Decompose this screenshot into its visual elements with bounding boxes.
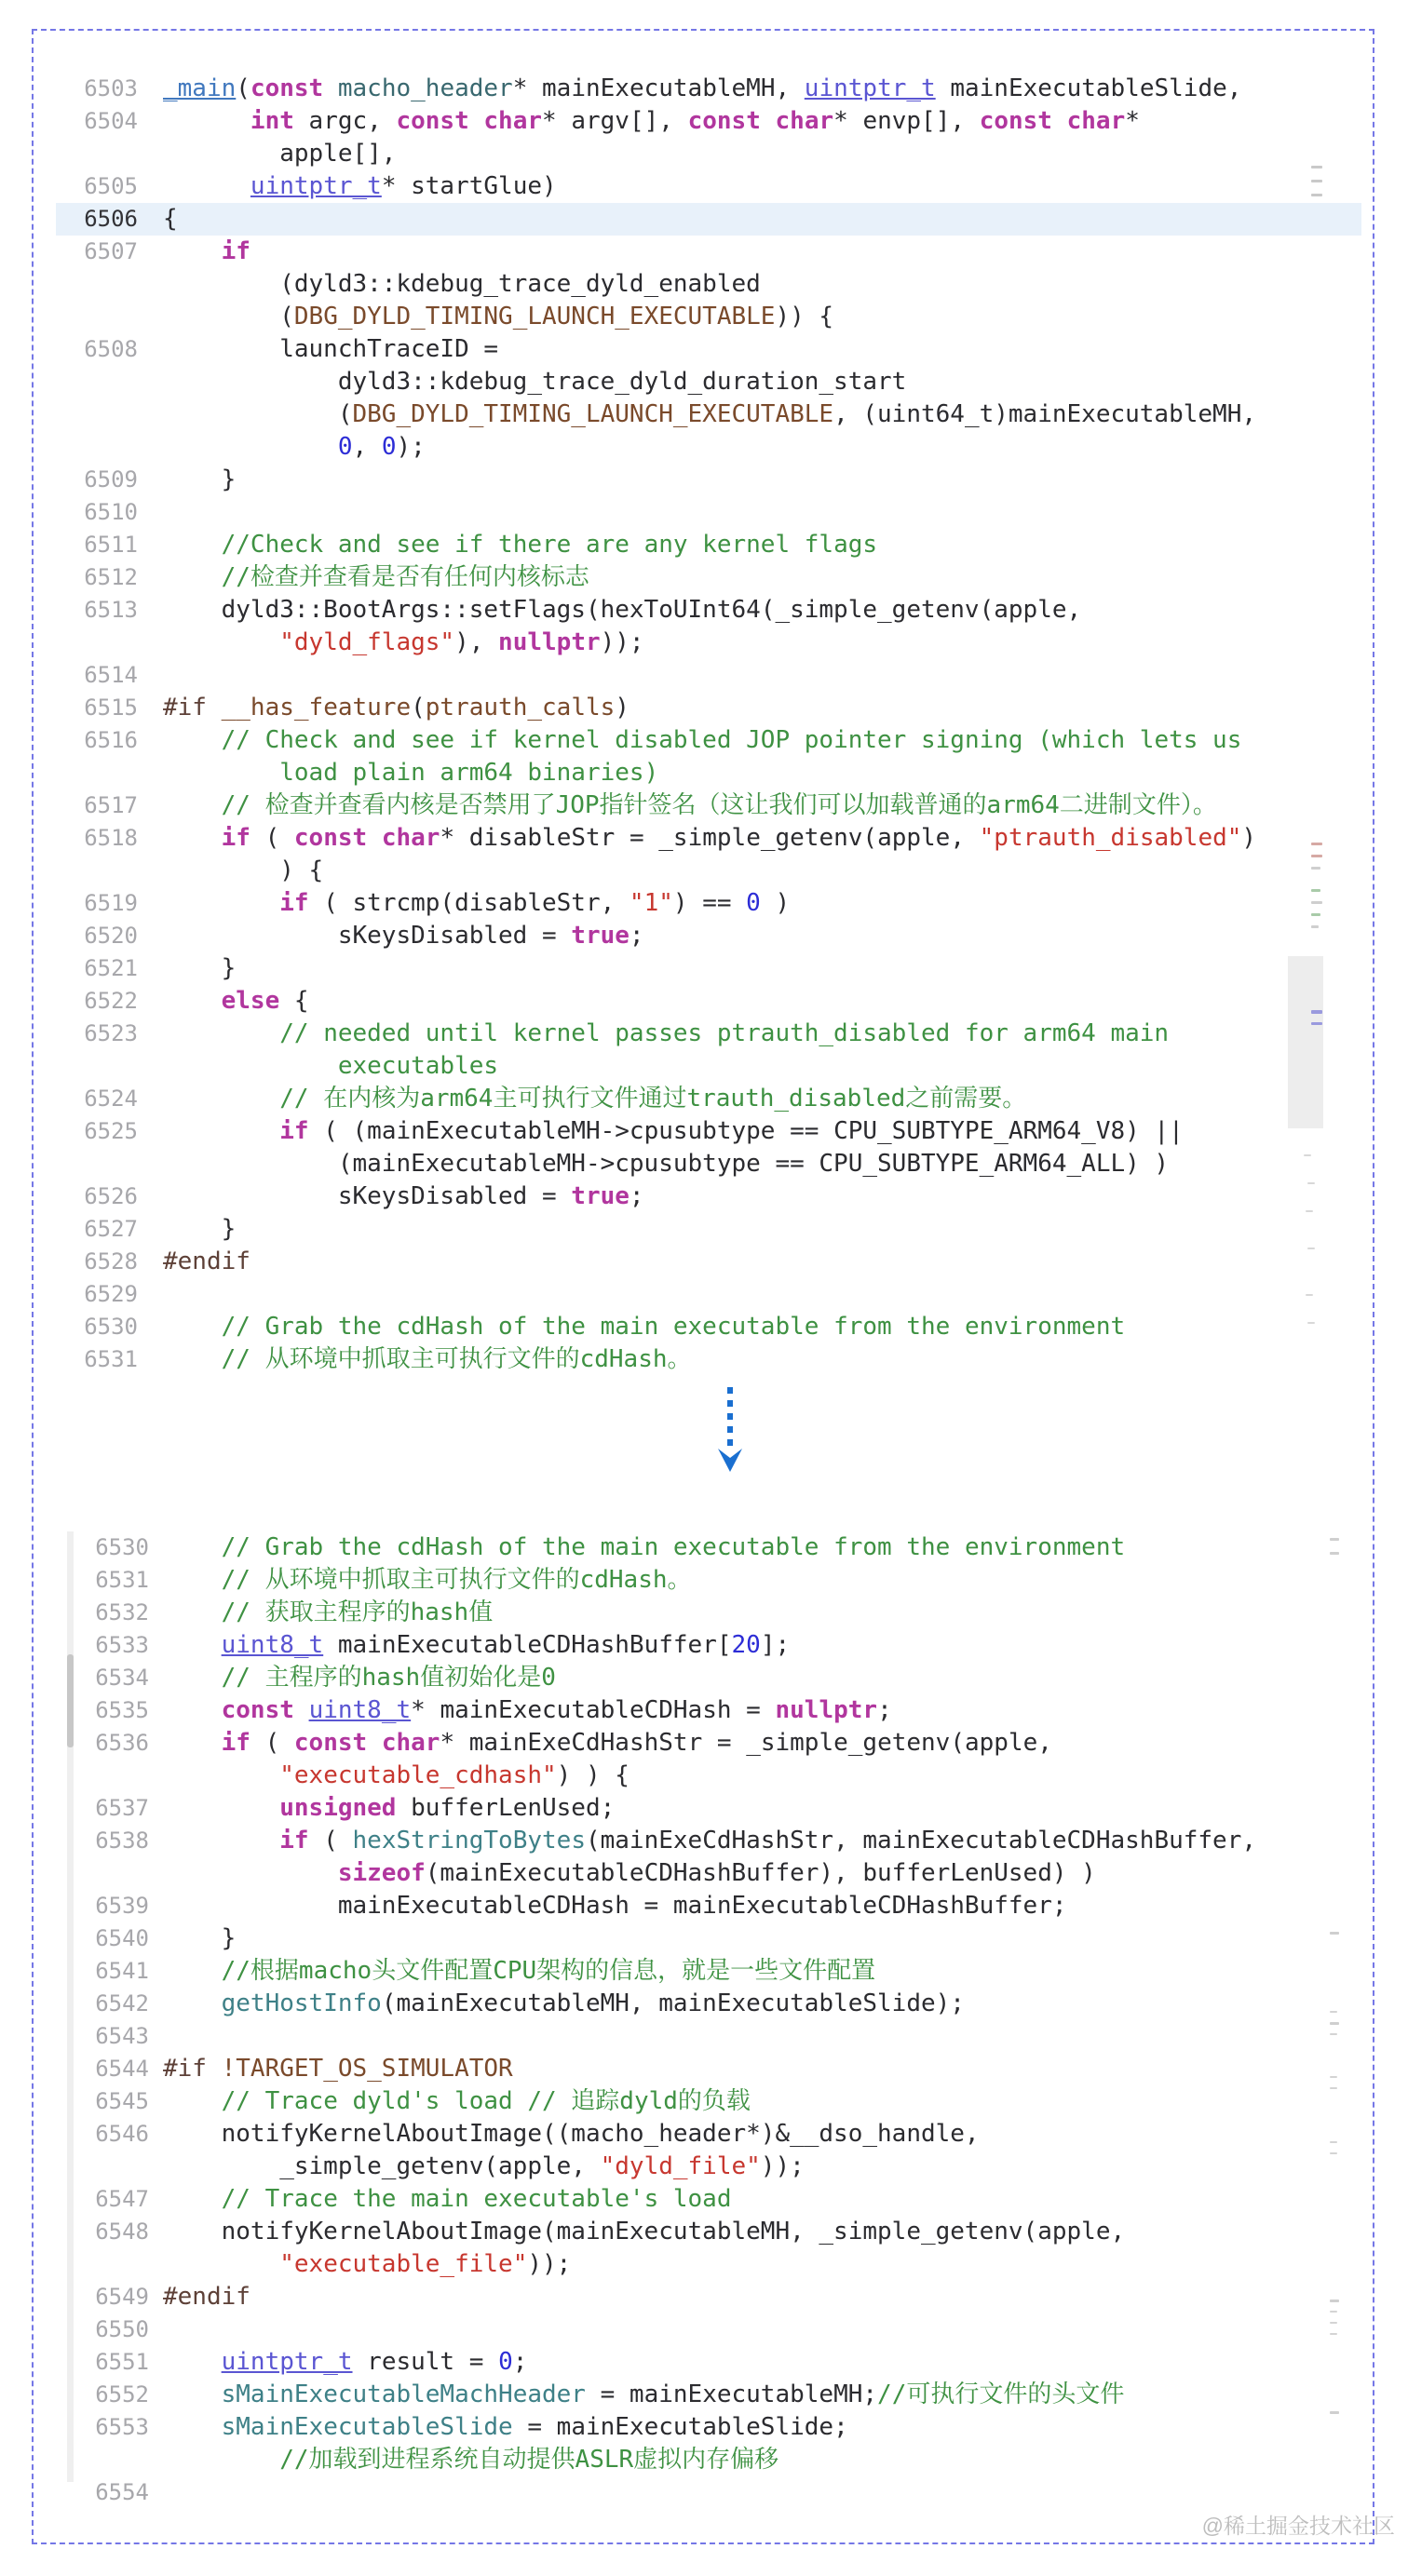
minimap-mark [1304,1154,1311,1156]
code-line [56,1115,1361,1148]
code-line [56,1890,1361,1922]
code-text [138,1278,163,1311]
code-text: int argc, const char* argv[], const char* envp[], const char* [250,107,1140,135]
minimap-mark [1330,2311,1337,2313]
line-number: 6508 [84,336,138,362]
code-line [56,920,1361,952]
code-text: if ( const char* disableStr = _simple_getenv(apple, "ptrauth_disabled") [221,824,1257,852]
line-number: 6537 [95,1795,149,1821]
line-number [56,627,138,659]
code-text: // Check and see if kernel disabled JOP pointer signing (which lets us [221,726,1242,754]
code-line [56,1531,1361,1564]
code-line [56,1343,1361,1376]
code-text: } [163,465,237,493]
code-text: if ( (mainExecutableMH->cpusubtype == CPU_SUBTYPE_ARM64_V8) || [279,1117,1184,1145]
line-number: 6533 [95,1632,149,1658]
line-number: 6552 [95,2381,149,2407]
line-number: 6509 [84,466,138,492]
code-text: // 检查并查看内核是否禁用了JOP指针签名（这让我们可以加载普通的arm64二进制文件）。 [221,791,1217,819]
line-number: 6517 [84,792,138,818]
code-text: if ( strcmp(disableStr, "1") == 0 ) [279,889,791,917]
line-number: 6518 [84,825,138,851]
line-number: 6549 [95,2284,149,2310]
code-text: uint8_t mainExecutableCDHashBuffer[20]; [221,1631,791,1659]
line-number: 6510 [84,499,138,525]
code-line [56,73,1361,105]
code-line [56,2411,1361,2444]
code-text: launchTraceID = [163,335,499,363]
code-line [56,1922,1361,1955]
code-line [56,1148,1361,1180]
code-text [138,496,163,529]
line-number: 6544 [95,2056,149,2082]
code-text [149,2313,163,2346]
minimap-mark [1330,2033,1337,2035]
code-text: //加载到进程系统自动提供ASLR虚拟内存偏移 [279,2446,779,2474]
line-number: 6530 [95,1534,149,1560]
code-text: notifyKernelAboutImage((macho_header*)&__dso_handle, [163,2120,980,2148]
code-line [56,268,1361,301]
code-line [56,1662,1361,1694]
code-text: // 在内核为arm64主可执行文件通过trauth_disabled之前需要。 [279,1085,1027,1113]
code-text: #if !TARGET_OS_SIMULATOR [163,2055,513,2083]
code-text: getHostInfo(mainExecutableMH, mainExecutableSlide); [221,1989,965,2017]
code-text: if ( const char* mainExeCdHashStr = _simple_getenv(apple, [221,1729,1052,1757]
line-number: 6515 [84,695,138,721]
code-line [56,105,1361,138]
line-number: 6530 [84,1314,138,1340]
code-text: // Trace dyld's load // 追踪dyld的负载 [221,2087,751,2115]
code-text [138,659,163,692]
minimap-mark [1330,2152,1337,2154]
line-number: 6513 [84,597,138,623]
line-number: 6527 [84,1216,138,1242]
code-text: "executable_cdhash") ) { [279,1761,630,1789]
code-text: // Trace the main executable's load [221,2185,732,2213]
code-text: dyld3::BootArgs::setFlags(hexToUInt64(_simple_getenv(apple, [163,596,1082,624]
code-line [56,2183,1361,2216]
code-text: //检查并查看是否有任何内核标志 [221,563,589,591]
code-text: const uint8_t* mainExecutableCDHash = nullptr; [221,1696,892,1724]
line-number: 6531 [84,1346,138,1372]
code-line [56,1629,1361,1662]
line-number: 6528 [84,1248,138,1275]
code-text: // 获取主程序的hash值 [221,1598,494,1626]
minimap-viewport[interactable] [1288,956,1323,1128]
code-text: (dyld3::kdebug_trace_dyld_enabled [163,270,761,298]
code-text: sKeysDisabled = true; [163,922,644,950]
code-line [56,1988,1361,2020]
line-number: 6514 [84,662,138,688]
code-text: dyld3::kdebug_trace_dyld_duration_start [163,368,907,396]
minimap-mark [1307,1248,1315,1249]
code-line [56,1311,1361,1343]
code-line [56,1018,1361,1050]
code-text: } [163,1215,237,1243]
code-text: sizeof(mainExecutableCDHashBuffer), bufferLenUsed) ) [337,1859,1096,1887]
minimap-mark [1330,2411,1339,2414]
code-text: #endif [163,2283,250,2311]
code-line [56,1180,1361,1213]
code-line [56,2444,1361,2476]
code-line [56,724,1361,757]
line-number: 6535 [95,1697,149,1723]
line-number: 6507 [84,238,138,264]
line-number [56,855,138,887]
line-number: 6551 [95,2349,149,2375]
line-number: 6522 [84,988,138,1014]
minimap-mark [1311,913,1320,916]
code-line-current [56,203,1361,236]
line-number: 6505 [84,173,138,199]
code-text: // needed until kernel passes ptrauth_disabled for arm64 main [279,1019,1170,1047]
code-text: mainExecutableCDHash = mainExecutableCDHashBuffer; [163,1892,1067,1920]
line-number: 6538 [95,1827,149,1854]
code-line [56,398,1361,431]
code-line [56,1760,1361,1792]
line-number: 6524 [84,1086,138,1112]
code-text: _simple_getenv(apple, "dyld_file")); [163,2152,805,2180]
code-text: notifyKernelAboutImage(mainExecutableMH, _simple_getenv(apple, [163,2218,1126,2246]
line-number: 6523 [84,1020,138,1046]
minimap-mark [1311,843,1322,845]
minimap-mark [1330,2011,1337,2013]
code-line [56,1857,1361,1890]
code-text: load plain arm64 binaries) [279,759,659,787]
code-line [56,529,1361,561]
code-text: (DBG_DYLD_TIMING_LAUNCH_EXECUTABLE)) { [163,303,834,330]
line-number: 6553 [95,2414,149,2440]
code-line [56,1792,1361,1825]
code-text: _main(const macho_header* mainExecutableMH, uintptr_t mainExecutableSlide, [163,74,1242,102]
minimap-mark [1311,1022,1322,1025]
code-line [56,2281,1361,2313]
line-number: 6545 [95,2088,149,2114]
code-line [56,2020,1361,2053]
code-text: apple[], [163,140,397,168]
code-line [56,2313,1361,2346]
code-text: sMainExecutableMachHeader = mainExecutableMH;//可执行文件的头文件 [221,2380,1125,2408]
line-number: 6525 [84,1118,138,1144]
minimap-mark [1330,1552,1339,1555]
line-number [56,301,138,333]
code-text: if ( hexStringToBytes(mainExeCdHashStr, mainExecutableCDHashBuffer, [279,1827,1257,1854]
code-line [56,2085,1361,2118]
line-number: 6504 [84,108,138,134]
code-text: uintptr_t* startGlue) [250,172,557,200]
code-editor-snippet-bottom[interactable] [56,1531,1361,2505]
line-number [56,431,138,464]
code-line [56,2118,1361,2151]
code-text [149,2476,163,2509]
line-number: 6534 [95,1665,149,1691]
minimap-mark [1311,1010,1322,1014]
minimap-mark [1307,1182,1315,1184]
minimap-mark [1330,2141,1337,2143]
line-number: 6516 [84,727,138,753]
code-text: unsigned bufferLenUsed; [279,1794,616,1822]
code-line [56,561,1361,594]
line-number [56,268,138,301]
minimap-mark [1306,1210,1313,1212]
code-line [56,789,1361,822]
code-line [56,2346,1361,2379]
juejin-watermark: @稀土掘金技术社区 [1201,2514,1395,2538]
line-number: 6512 [84,564,138,590]
minimap-mark [1311,901,1322,904]
line-number: 6543 [95,2023,149,2049]
code-text: (DBG_DYLD_TIMING_LAUNCH_EXECUTABLE, (uint64_t)mainExecutableMH, [163,400,1257,428]
line-number: 6531 [95,1567,149,1593]
code-line [56,692,1361,724]
minimap-mark [1330,2076,1337,2078]
minimap-mark [1311,194,1322,196]
code-line [56,170,1361,203]
code-text: // Grab the cdHash of the main executable from the environment [221,1533,1126,1561]
line-number [56,1050,138,1083]
left-scrollbar-thumb[interactable] [67,1654,74,1747]
code-text: #endif [163,1248,250,1275]
code-line [56,2379,1361,2411]
code-line [56,757,1361,789]
minimap-mark [1330,2022,1339,2025]
code-text: { [163,205,178,233]
line-number: 6511 [84,532,138,558]
code-line [56,985,1361,1018]
code-line [56,594,1361,627]
minimap-mark [1311,166,1322,169]
line-number: 6546 [95,2121,149,2147]
code-line [56,627,1361,659]
code-line [56,2151,1361,2183]
line-number: 6519 [84,890,138,916]
minimap-mark [1330,2300,1339,2302]
code-text: if [221,237,250,265]
code-text: } [163,1924,237,1952]
line-number: 6529 [84,1281,138,1307]
line-number: 6554 [95,2479,149,2505]
code-line [56,1564,1361,1597]
minimap-mark [1311,925,1319,928]
code-line [56,1694,1361,1727]
code-line [56,1825,1361,1857]
line-number [56,1148,138,1180]
code-text: ) { [163,856,324,884]
code-line [56,2248,1361,2281]
code-line [56,366,1361,398]
line-number: 6536 [95,1730,149,1756]
code-line [56,1727,1361,1760]
minimap-mark [1311,867,1320,870]
line-number: 6539 [95,1893,149,1919]
code-line [56,464,1361,496]
arrow-down-icon [717,1449,743,1473]
code-line [56,887,1361,920]
code-line [56,855,1361,887]
code-line [56,1246,1361,1278]
code-text: sKeysDisabled = true; [163,1182,644,1210]
code-line [56,2476,1361,2509]
code-text [149,2020,163,2053]
line-number: 6548 [95,2219,149,2245]
code-line [56,1050,1361,1083]
code-text: "dyld_flags"), nullptr)); [279,628,644,656]
minimap-mark [1330,1932,1339,1935]
code-text: executables [337,1052,499,1080]
line-number: 6520 [84,923,138,949]
line-number [56,366,138,398]
code-line [56,2053,1361,2085]
code-line [56,301,1361,333]
minimap-mark [1311,180,1322,182]
code-text: //Check and see if there are any kernel flags [221,531,878,559]
line-number: 6550 [95,2316,149,2342]
code-text: // 从环境中抓取主可执行文件的cdHash。 [221,1566,692,1594]
line-number: 6521 [84,955,138,981]
code-editor-snippet-top[interactable] [56,73,1361,1373]
code-lines-container [56,73,1361,1376]
line-number: 6506 [84,206,138,232]
code-text: "executable_file")); [279,2250,572,2278]
line-number [56,398,138,431]
code-line [56,333,1361,366]
code-text: #if __has_feature(ptrauth_calls) [163,694,630,722]
line-number: 6540 [95,1925,149,1951]
minimap-mark [1307,1322,1315,1324]
minimap-mark [1306,1294,1313,1296]
dotted-line [727,1387,733,1449]
code-line [56,1213,1361,1246]
code-text: } [163,954,237,982]
code-text: else { [221,987,309,1015]
line-number: 6542 [95,1990,149,2016]
code-text: //根据macho头文件配置CPU架构的信息，就是一些文件配置 [221,1957,876,1985]
code-text: uintptr_t result = 0; [221,2348,528,2376]
code-text: // Grab the cdHash of the main executable from the environment [221,1313,1126,1341]
line-number: 6532 [95,1599,149,1625]
line-number: 6526 [84,1183,138,1209]
code-line [56,2216,1361,2248]
code-line [56,1955,1361,1988]
code-text: 0, 0); [337,433,426,461]
minimap-mark [1330,1538,1339,1541]
minimap-mark [1330,2087,1337,2089]
line-number: 6541 [95,1958,149,1984]
code-text: (mainExecutableMH->cpusubtype == CPU_SUBTYPE_ARM64_ALL) ) [163,1150,1170,1178]
code-text: // 主程序的hash值初始化是0 [221,1664,556,1692]
minimap-mark [1311,855,1322,857]
code-line [56,952,1361,985]
code-text: // 从环境中抓取主可执行文件的cdHash。 [221,1345,692,1373]
code-line [56,236,1361,268]
code-line [56,659,1361,692]
minimap-mark [1330,2322,1337,2324]
code-line [56,1083,1361,1115]
minimap-mark [1330,2333,1337,2335]
line-number [56,757,138,789]
code-text: sMainExecutableSlide = mainExecutableSlide; [221,2413,848,2441]
line-number: 6503 [84,75,138,101]
code-line [56,431,1361,464]
minimap-mark [1311,889,1320,892]
code-line [56,822,1361,855]
code-line [56,1278,1361,1311]
code-line [56,496,1361,529]
line-number [56,138,138,170]
code-line [56,1597,1361,1629]
omitted-code-arrow [716,1387,744,1480]
code-line [56,138,1361,170]
code-lines-container [56,1531,1361,2509]
line-number: 6547 [95,2186,149,2212]
